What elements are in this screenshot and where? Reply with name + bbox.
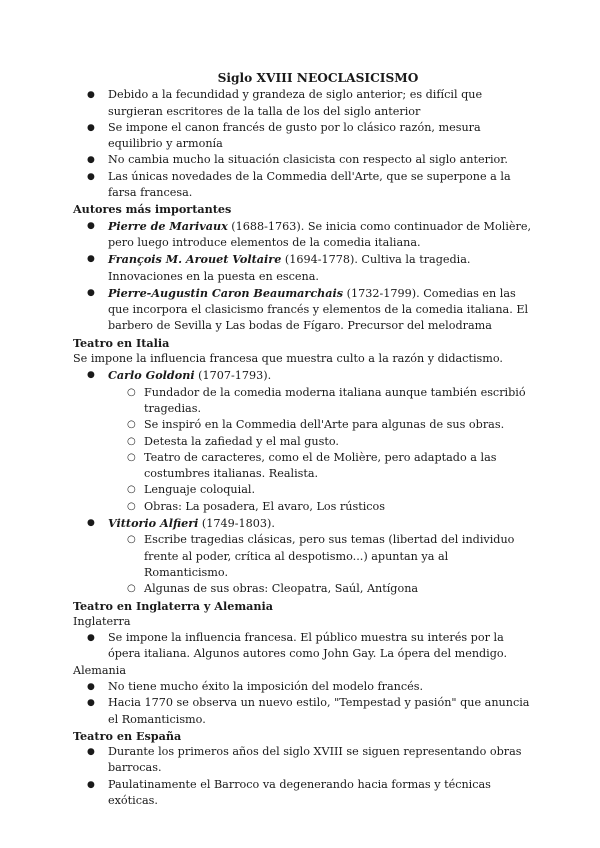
section-heading-inglaterra-alemania: Teatro en Inglaterra y Alemania <box>73 598 274 613</box>
section-heading-espana: Teatro en España <box>73 728 182 743</box>
sublist-item: ○ Se inspiró en la Commedia dell'Arte para algunas de sus obras. <box>73 417 533 433</box>
sublist-item: ○ Algunas de sus obras: Cleopatra, Saúl, Antígona <box>73 581 533 597</box>
italia-authors-list-2 <box>73 515 533 532</box>
list-item <box>73 367 533 384</box>
author-text: (1732-1799). Comedias en las que incorpora el clasicismo francés y elementos de la comedia italiana. El barbero de Sevilla y Las bodas de Fígaro. Precursor del melodrama <box>108 286 529 333</box>
intro-list <box>73 87 533 201</box>
italia-intro: Se impone la influencia francesa que muestra culto a la razón y didactismo. <box>73 352 503 366</box>
goldoni-sublist <box>73 385 533 515</box>
author-dates: (1707-1793). <box>194 369 272 383</box>
author-text: (1694-1778). Cultiva la tragedia. Innovaciones en la puesta en escena. <box>108 253 471 283</box>
italia-authors-list <box>73 367 533 384</box>
author-name: François M. Arouet Voltaire <box>108 252 282 267</box>
author-name: Carlo Goldoni <box>108 368 195 383</box>
list-item <box>73 285 533 335</box>
list-item <box>73 218 533 252</box>
list-item: ● Durante los primeros años del siglo XVIII se siguen representando obras barrocas. <box>73 744 533 777</box>
list-item: ● Debido a la fecundidad y grandeza de siglo anterior; es difícil que surgieran escritores de la talla de los del siglo anterior <box>73 87 533 120</box>
autores-list <box>73 218 533 335</box>
author-name: Pierre-Augustin Caron Beaumarchais <box>108 285 344 300</box>
list-item: ● Se impone la influencia francesa. El público muestra su interés por la ópera italiana. Algunos autores como John Gay. La ópera del mendigo. <box>73 630 533 663</box>
author-text: (1688-1763). Se inicia como continuador de Molière, pero luego introduce elementos de la comedia italiana. <box>108 219 532 249</box>
list-item: ● Se impone el canon francés de gusto por lo clásico razón, mesura equilibrio y armonía <box>73 120 533 153</box>
sublist-item: ○ Teatro de caracteres, como el de Molière, pero adaptado a las costumbres italianas. Realista. <box>73 450 533 483</box>
list-item <box>73 251 533 285</box>
sublist-item: ○ Obras: La posadera, El avaro, Los rústicos <box>73 499 533 515</box>
list-item: ● Las únicas novedades de la Commedia dell'Arte, que se superpone a la farsa francesa. <box>73 169 533 202</box>
section-heading-italia: Teatro en Italia <box>73 335 170 350</box>
alemania-list <box>73 679 533 728</box>
sublist-item: ○ Detesta la zafiedad y el mal gusto. <box>73 434 533 450</box>
inglaterra-list <box>73 630 533 663</box>
inglaterra-label: Inglaterra <box>73 614 131 628</box>
alemania-label: Alemania <box>73 663 127 677</box>
list-item: ● Hacia 1770 se observa un nuevo estilo, "Tempestad y pasión" que anuncia el Romanticismo. <box>73 695 533 728</box>
author-name: Pierre de Marivaux <box>108 218 228 233</box>
page-title: Siglo XVIII NEOCLASICISMO <box>217 71 419 85</box>
author-name: Vittorio Alfieri <box>108 516 199 531</box>
list-item: ● No cambia mucho la situación clasicista con respecto al siglo anterior. <box>73 152 533 168</box>
list-item: ● No tiene mucho éxito la imposición del modelo francés. <box>73 679 533 695</box>
sublist-item: ○ Escribe tragedias clásicas, pero sus temas (libertad del individuo frente al poder, crítica al despotismo...) apuntan ya al Romanticismo. <box>73 532 533 581</box>
author-dates: (1749-1803). <box>198 517 275 531</box>
alfieri-sublist <box>73 532 533 597</box>
list-item <box>73 515 533 532</box>
espana-list <box>73 744 533 809</box>
sublist-item: ○ Fundador de la comedia moderna italiana aunque también escribió tragedias. <box>73 385 533 418</box>
list-item: ● Paulatinamente el Barroco va degenerando hacia formas y técnicas exóticas. <box>73 777 533 810</box>
section-heading-autores: Autores más importantes <box>73 202 232 217</box>
document-page <box>73 70 533 809</box>
sublist-item: ○ Lenguaje coloquial. <box>73 482 533 498</box>
